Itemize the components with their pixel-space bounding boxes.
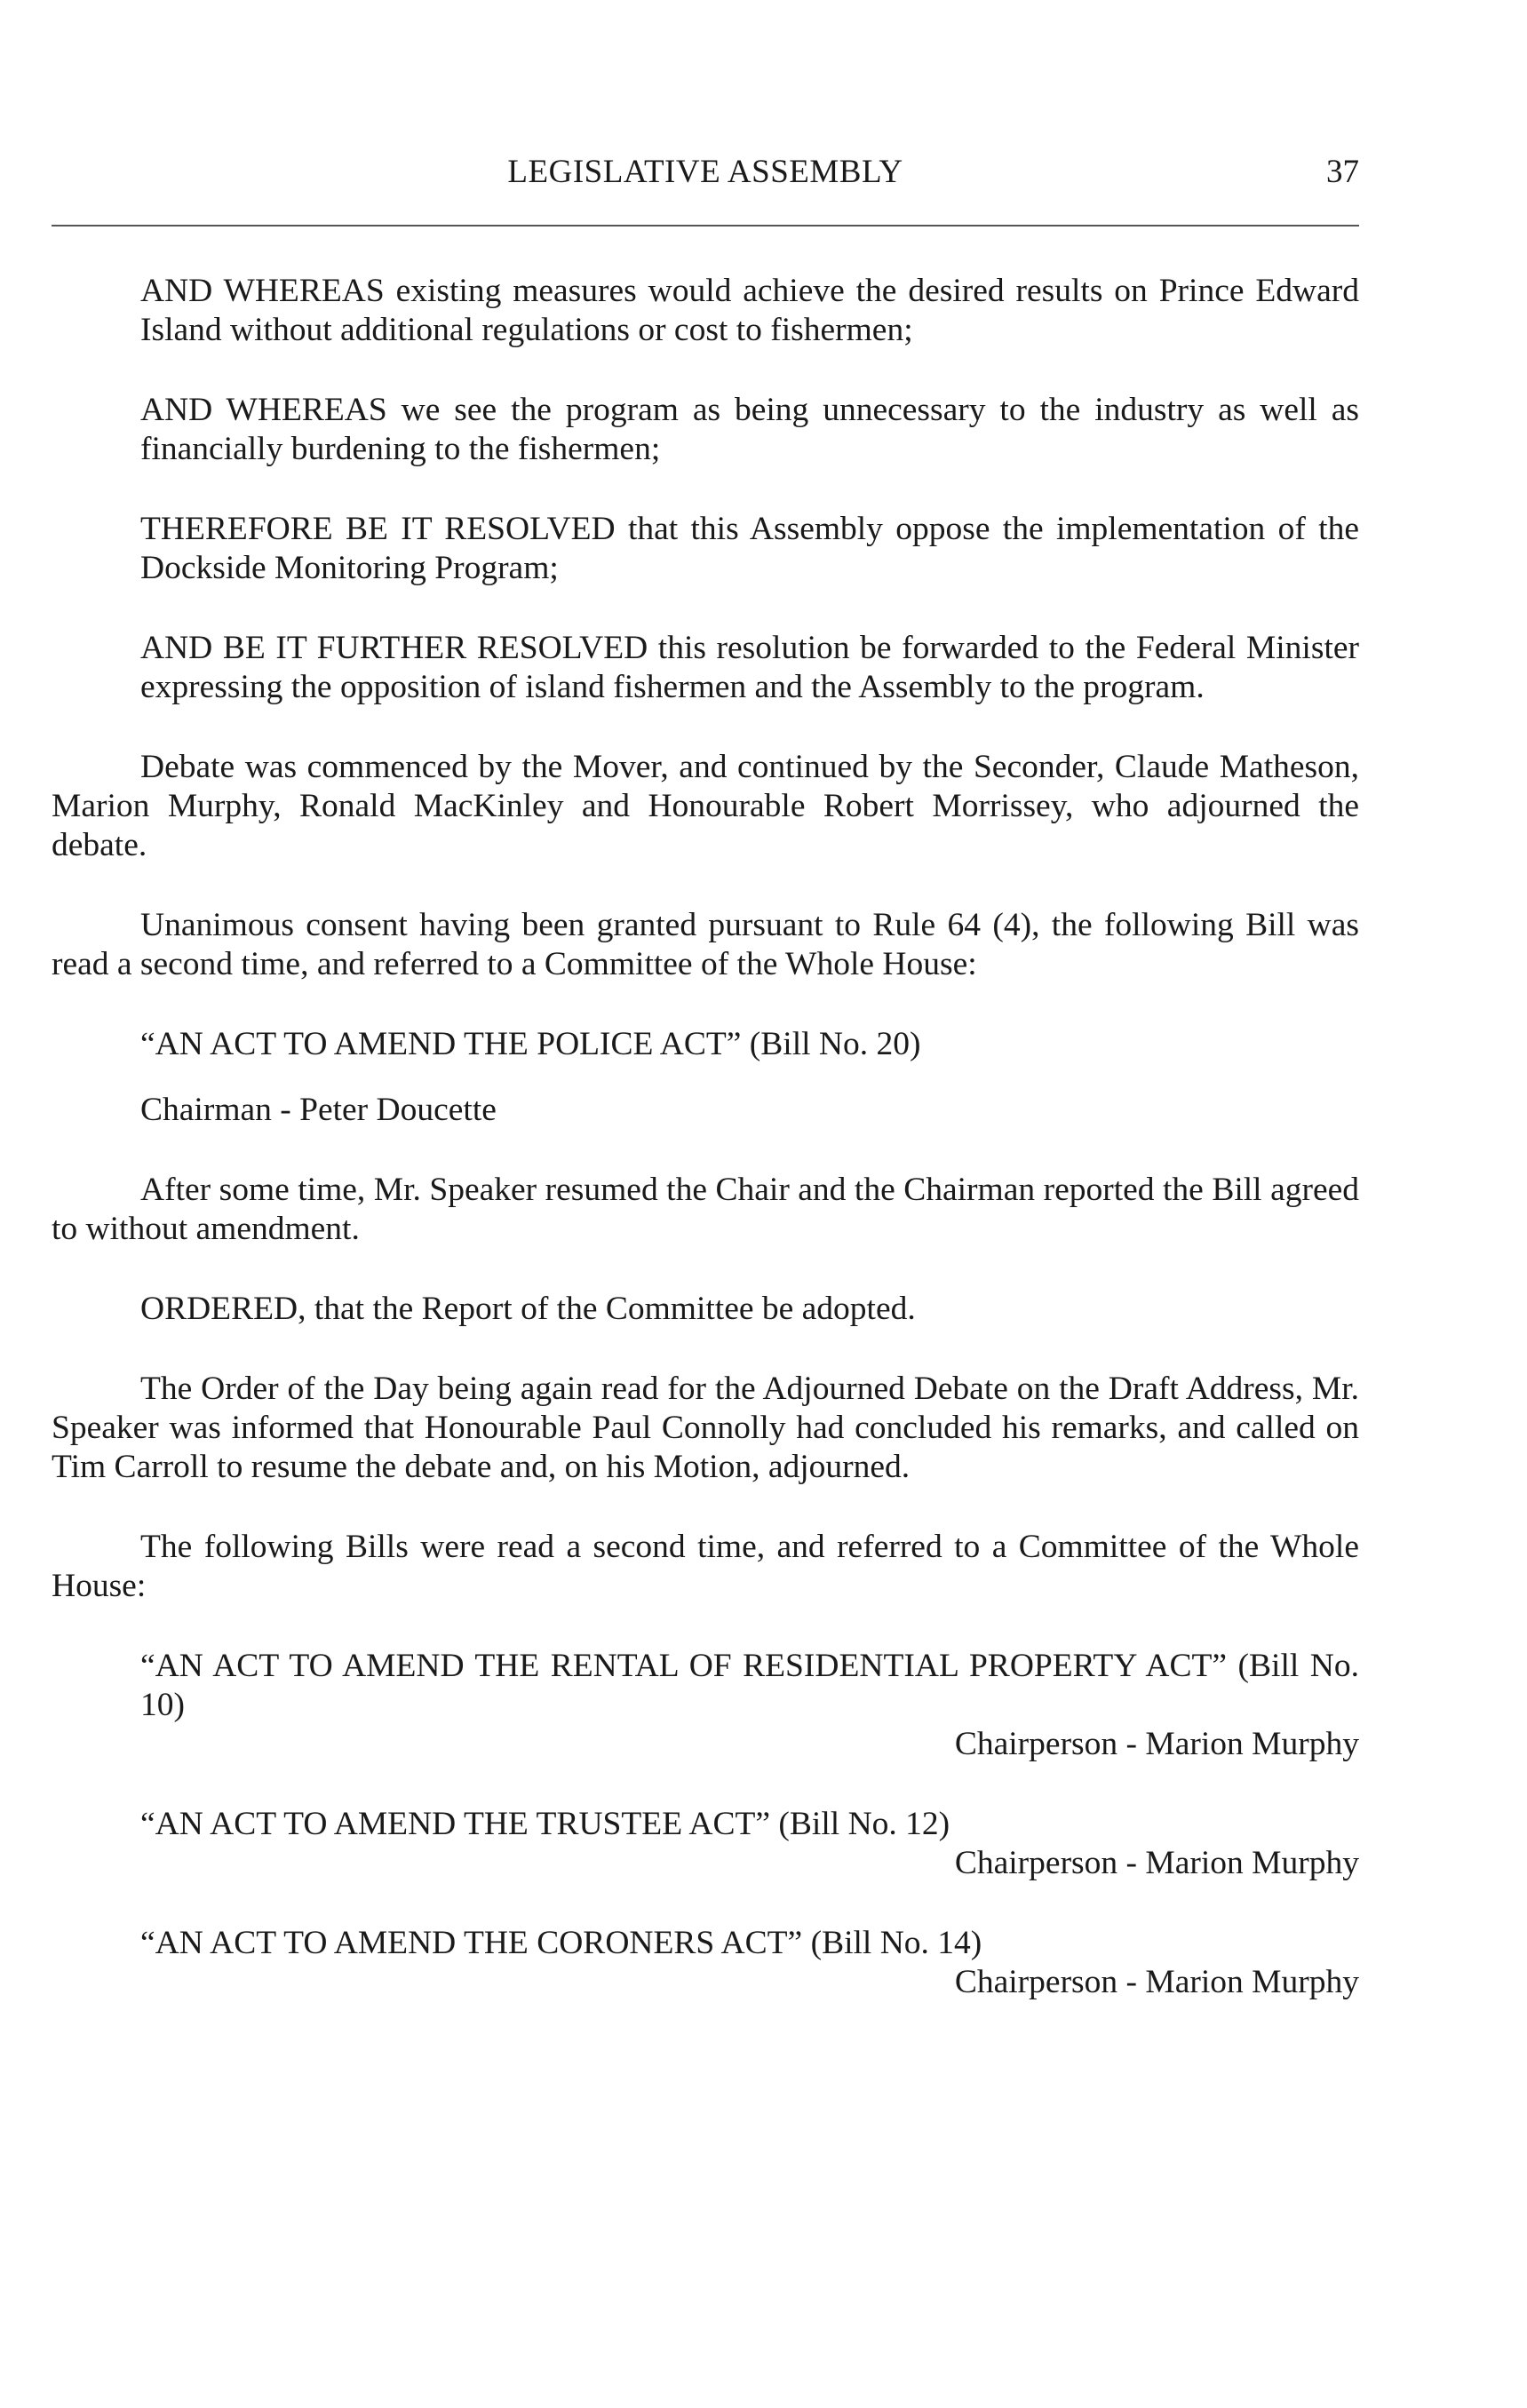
paragraph-ordered: ORDERED, that the Report of the Committee be adopted. [140,1291,916,1327]
paragraph-following-bills: The following Bills were read a second time, and referred to a Committee of the Whole House: [52,1529,1359,1604]
running-title: LEGISLATIVE ASSEMBLY [507,154,903,190]
header-rule [52,225,1359,226]
bill-entry [52,1805,1359,1883]
paragraph-order-of-day: The Order of the Day being again read for the Adjourned Debate on the Draft Address, Mr. Speaker was informed that Honourable Paul Connolly had concluded his remarks, and called on Tim Carroll to resume the debate and, on his Motion, adjourned. [52,1371,1359,1485]
paragraph-after-time: After some time, Mr. Speaker resumed the Chair and the Chairman reported the Bill agreed to without amendment. [52,1172,1359,1247]
bill-chairperson: Chairperson - Marion Murphy [954,1726,1359,1762]
paragraph-unanimous-consent: Unanimous consent having been granted pursuant to Rule 64 (4), the following Bill was read a second time, and referred to a Committee of the Whole House: [52,907,1359,982]
bill-title: “AN ACT TO AMEND THE TRUSTEE ACT” (Bill No. 12) [140,1806,950,1842]
bill-title: “AN ACT TO AMEND THE RENTAL OF RESIDENTIAL PROPERTY ACT” (Bill No. 10) [140,1648,1359,1723]
bill-chairperson: Chairperson - Marion Murphy [954,1964,1359,2000]
bill-entry [52,1647,1359,1764]
paragraph-further-resolved: AND BE IT FURTHER RESOLVED this resolution be forwarded to the Federal Minister expressing the opposition of island fishermen and the Assembly to the program. [140,630,1359,705]
page-number: 37 [1326,154,1359,190]
bill-title-police-act: “AN ACT TO AMEND THE POLICE ACT” (Bill No. 20) [140,1026,921,1062]
paragraph-debate: Debate was commenced by the Mover, and continued by the Seconder, Claude Matheson, Marion Murphy, Ronald MacKinley and Honourable Robert Morrissey, who adjourned the debate. [52,749,1359,863]
page-body [52,272,1359,2002]
page-header [52,153,1359,206]
bill-entry [52,1924,1359,2002]
paragraph-resolved: THEREFORE BE IT RESOLVED that this Assembly oppose the implementation of the Dockside Monitoring Program; [140,511,1359,586]
bill-title: “AN ACT TO AMEND THE CORONERS ACT” (Bill No. 14) [140,1925,982,1961]
chairman-line: Chairman - Peter Doucette [140,1092,497,1128]
paragraph-whereas-existing: AND WHEREAS existing measures would achieve the desired results on Prince Edward Island without additional regulations or cost to fishermen; [140,273,1359,348]
bill-chairperson: Chairperson - Marion Murphy [954,1845,1359,1881]
paragraph-whereas-unnecessary: AND WHEREAS we see the program as being unnecessary to the industry as well as financially burdening to the fishermen; [140,392,1359,467]
